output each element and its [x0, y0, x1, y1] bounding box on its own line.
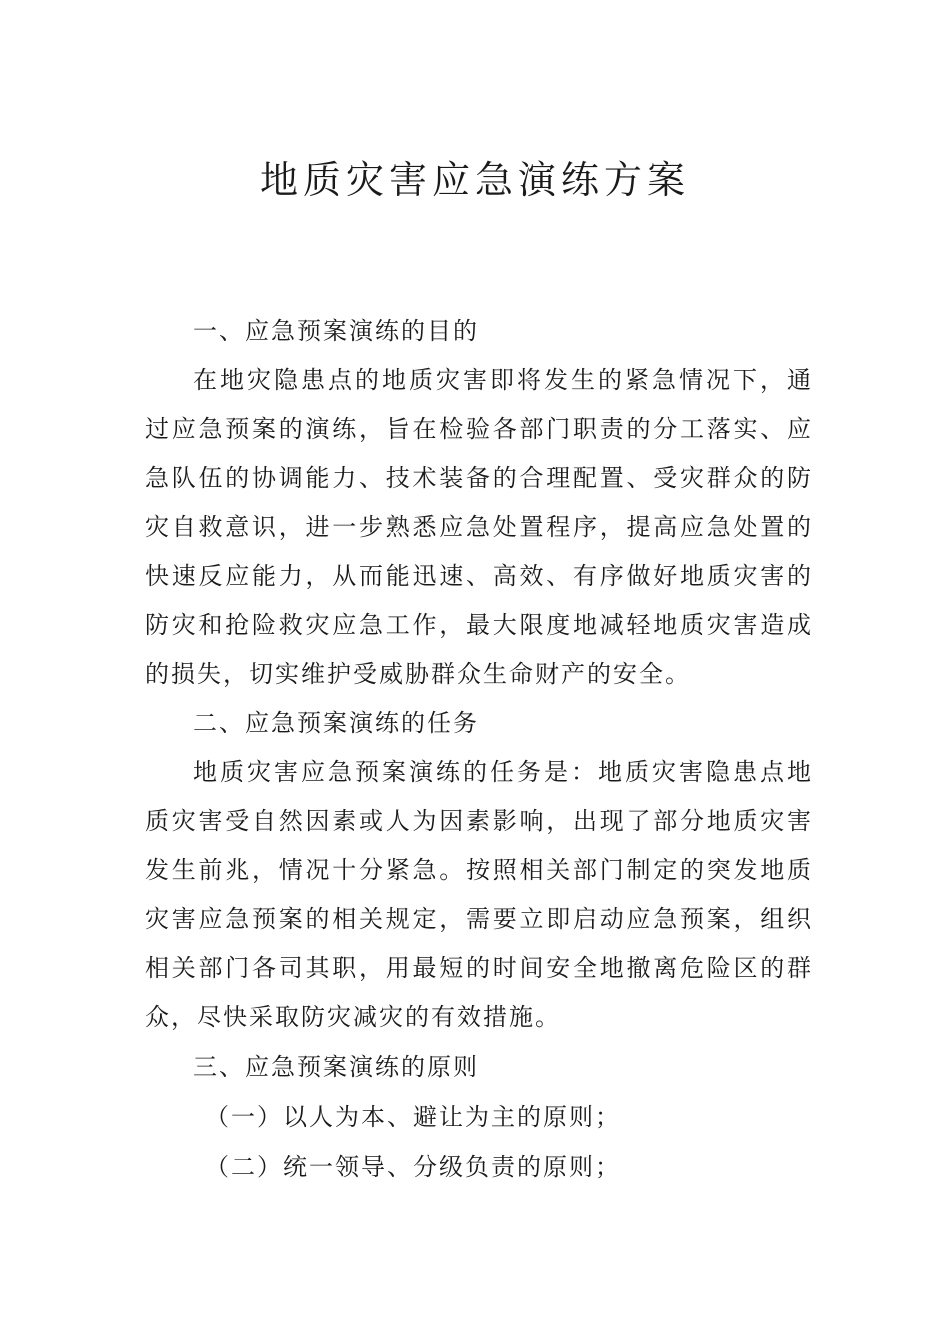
principle-item: （二）统一领导、分级负责的原则； [205, 1153, 621, 1181]
section-heading-purpose: 一、应急预案演练的目的 [193, 317, 479, 345]
section-paragraph-purpose: 在地灾隐患点的地质灾害即将发生的紧急情况下，通过应急预案的演练，旨在检验各部门职责的分工落实、应急队伍的协调能力、技术装备的合理配置、受灾群众的防灾自救意识，进一步熟悉应急处置程序，提高应急处置的快速反应能力，从而能迅速、高效、有序做好地质灾害的防灾和抢险救灾应急工作，最大限度地减轻地质灾害造成的损失，切实维护受威胁群众生命财产的安全。 [145, 366, 813, 688]
section-heading-task: 二、应急预案演练的任务 [193, 709, 479, 737]
section-paragraph-task: 地质灾害应急预案演练的任务是：地质灾害隐患点地质灾害受自然因素或人为因素影响，出现了部分地质灾害发生前兆，情况十分紧急。按照相关部门制定的突发地质灾害应急预案的相关规定，需要立即启动应急预案，组织相关部门各司其职，用最短的时间安全地撤离危险区的群众，尽快采取防灾减灾的有效措施。 [145, 758, 813, 1031]
document-body [145, 307, 813, 1192]
principle-item: （一）以人为本、避让为主的原则； [205, 1103, 621, 1131]
document-title: 地质灾害应急演练方案 [259, 158, 690, 202]
section-heading-principles: 三、应急预案演练的原则 [193, 1053, 479, 1081]
